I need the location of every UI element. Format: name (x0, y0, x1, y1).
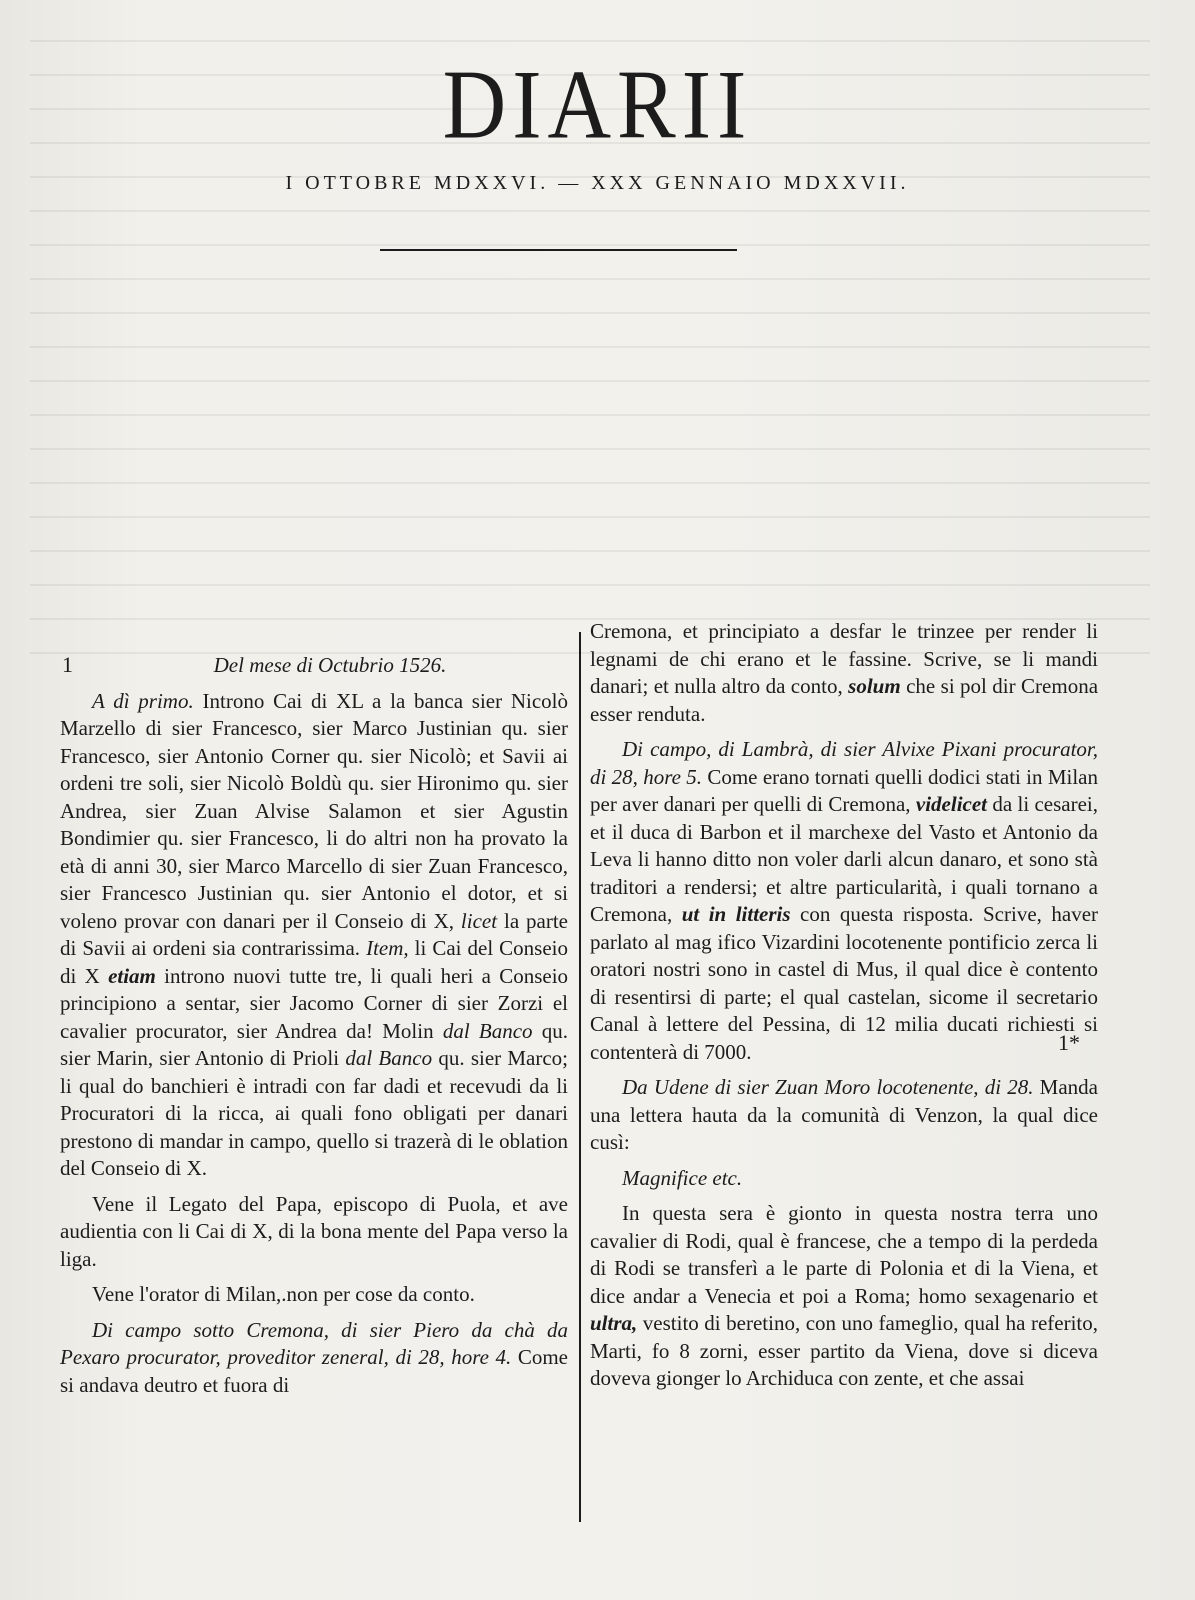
paragraph: Vene il Legato del Papa, episcopo di Puola, et ave audientia con li Cai di X, di la bona mente del Papa verso la liga. (60, 1191, 568, 1271)
paragraph: A dì primo. Introno Cai di XL a la banca sier Nicolò Marzello di sier Francesco, sier Marco Justinian qu. sier Francesco, sier Antonio Corner qu. sier Nicolò; et Savii ai ordeni tre soli, sier Nicolò Boldù qu. sier Hironimo qu. sier Andrea, sier Zuan Alvise Salamon et sier Agustin Bondimier qu. sier Francesco, li do altri non ha provato la età di anni 30, sier Marco Marcello di sier Zuan Francesco, sier Francesco Justinian qu. sier Antonio el dotor, et si voleno provar con danari per il Conseio di X, licet la parte di Savii ai ordeni sia contrarissima. Item, li Cai del Conseio di X etiam introno nuovi tutte tre, li quali heri a Conseio principiono a sentar, sier Jacomo Corner di sier Zorzi el cavalier procurator, sier Andrea da! Molin dal Banco qu. sier Marin, sier Antonio di Prioli dal Banco qu. sier Marco; li qual do banchieri è intradi con far dadi et recevudi da li Procuratori di la ricca, ai quali fono obligati per danari prestono di mandar in campo, quello si trazerà di le oblation del Conseio di X. (60, 688, 569, 1180)
paragraph: Cremona, et principiato a desfar le trinzee per render li legnami de chi erano et le fassine. Scrive, se li mandi danari; et nulla altro da conto, solum che si pol dir Cremona esser renduta. (590, 619, 1099, 726)
left-column (60, 618, 568, 1407)
margin-number-left: 1 (62, 652, 73, 677)
paragraph: Di campo sotto Cremona, di sier Piero da chà da Pexaro procurator, proveditor zeneral, di 28, hore 4. Come si andava deutro et fuora di (60, 1317, 568, 1397)
right-column (590, 618, 1098, 1401)
page-subtitle: I OTTOBRE MDXXVI. — XXX GENNAIO MDXXVII. (285, 172, 910, 194)
title-divider (380, 249, 737, 251)
paragraph: In questa sera è gionto in questa nostra terra uno cavalier di Rodi, qual è francese, che a tempo di la perdeda di Rodi se transferì a le parte di Polonia et di la Viena, et dice andar a Venecia et poi a Roma; homo sexagenario et ultra, vestito di beretino, con uno fameglio, qual ha referito, Marti, fo 8 zorni, esser partito da Viena, dove si diceva doveva gionger lo Archiduca con zente, et che assai (590, 1201, 1098, 1390)
margin-number-right: 1* (1058, 1030, 1080, 1055)
paragraph: Vene l'orator di Milan,.non per cose da conto. (92, 1282, 475, 1306)
section-heading: Del mese di Octubrio 1526. (213, 653, 447, 677)
page-title: DIARII (442, 51, 753, 160)
column-divider (579, 632, 581, 1522)
letter-salutation: Magnifice etc. (622, 1165, 743, 1190)
paragraph: Di campo, di Lambrà, di sier Alvixe Pixani procurator, di 28, hore 5. Come erano tornati quelli dodici stati in Milan per aver danari per quelli di Cremona, videlicet da li cesarei, et il duca di Barbon et il marchexe del Vasto et Antonio da Leva li hanno ditto non voler darli alcun danaro, et sono stà traditori a rendersi; et altre particularità, i quali tornano a Cremona, ut in litteris con questa risposta. Scrive, haver parlato al mag ifico Vizardini locotenente pontificio zerca li oratori nostri sono in castel di Mus, il qual dice è contento di resentirsi di parte; el qual castelan, sicome il secretario Canal à lettere del Pessina, di 12 milia ducati richiesti si contenterà di 7000. (590, 737, 1099, 1064)
paragraph: Da Udene di sier Zuan Moro locotenente, di 28. Manda una lettera hauta da la comunità di Venzon, la qual dice cusì: (590, 1075, 1098, 1154)
